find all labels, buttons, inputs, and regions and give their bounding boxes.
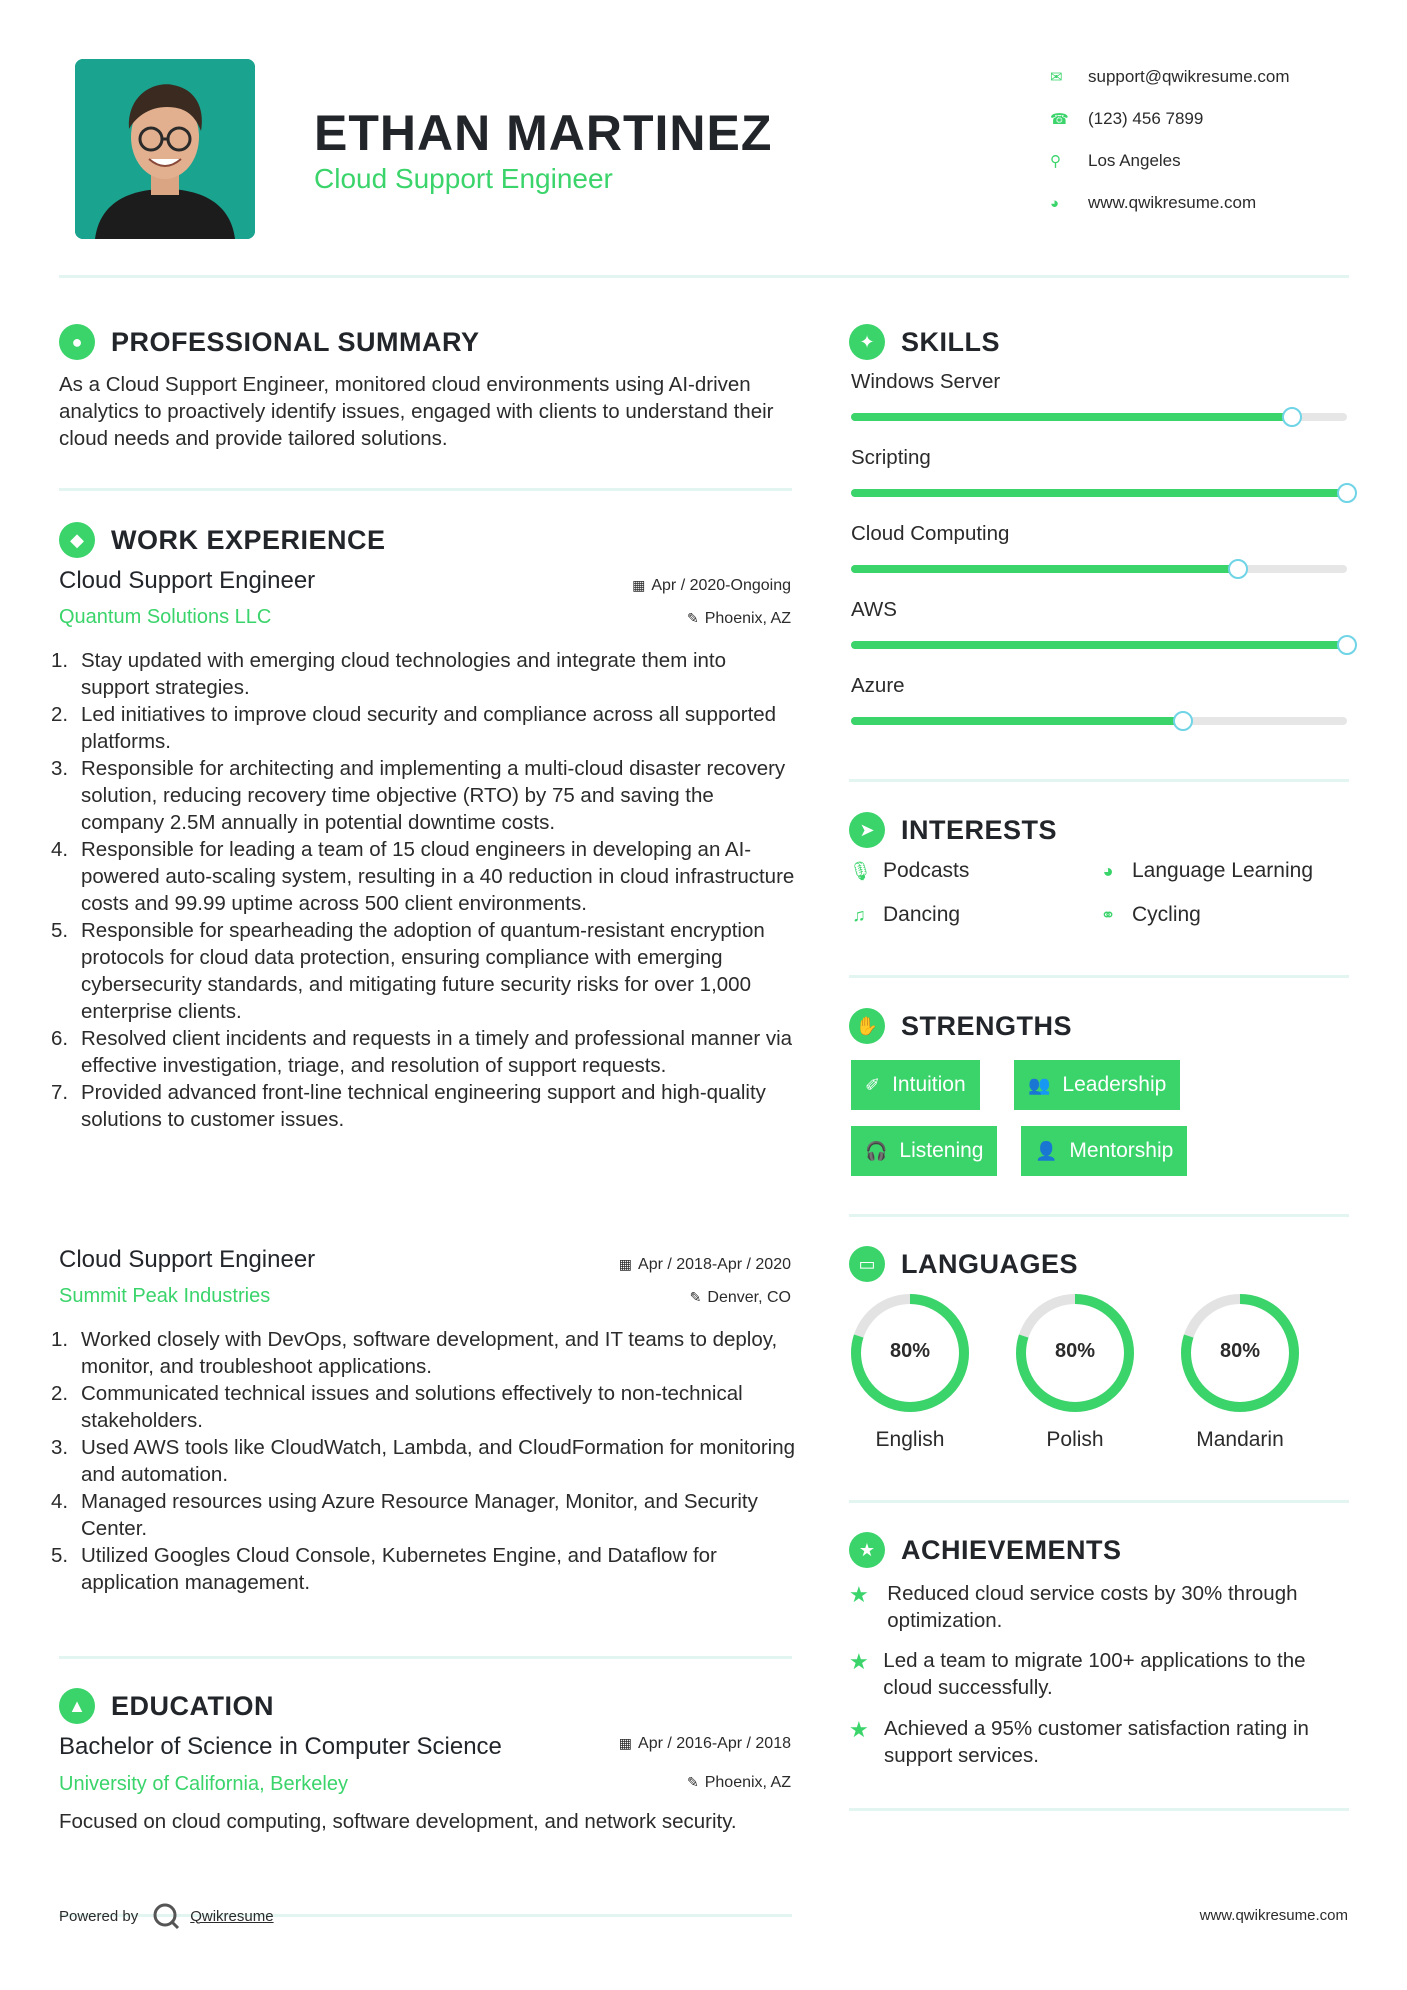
summary-heading: ● PROFESSIONAL SUMMARY (59, 324, 480, 360)
languages-list (849, 1292, 1349, 1462)
list-item: 4. Managed resources using Azure Resource Manager, Monitor, and Security Center. (51, 1490, 758, 1540)
job-location: ✎ Denver, CO (689, 1289, 791, 1306)
job-bullets (51, 1326, 799, 1596)
education-text: Focused on cloud computing, software development, and network security. (59, 1810, 737, 1833)
list-item: 5. Utilized Googles Cloud Console, Kubernetes Engine, and Dataflow for application management. (51, 1544, 717, 1594)
user-plus-icon: 👤 (1035, 1140, 1058, 1161)
divider (849, 1808, 1349, 1811)
star-icon: ★ (849, 1649, 869, 1674)
contact-location: ⚲ Los Angeles (1050, 151, 1181, 170)
footer-url[interactable]: www.qwikresume.com (1199, 1907, 1348, 1924)
strengths-heading: ✋ STRENGTHS (849, 1008, 1072, 1044)
pin-icon: ✎ (686, 610, 699, 626)
magic-wand-icon: ✐ (865, 1074, 881, 1095)
language-percent: 80% (1054, 1340, 1096, 1362)
language-icon: ▭ (849, 1246, 885, 1282)
skill-bar-fill (851, 413, 1292, 421)
degree-title: Bachelor of Science in Computer Science (59, 1733, 502, 1760)
job-company: Summit Peak Industries (59, 1285, 271, 1307)
interest-item: 🎙 Podcasts (849, 859, 970, 882)
list-item: 5. Responsible for spearheading the adoption of quantum-resistant encryption protocols for cloud data protection, ensuring compliance with emerging cybersecurity standards, and mitigating future security risks for over 1,000 enterprise clients. (51, 919, 765, 1023)
experience-heading: ◆ WORK EXPERIENCE (59, 522, 386, 558)
school-name: University of California, Berkeley (59, 1773, 348, 1795)
skill-name: Cloud Computing (851, 522, 1010, 545)
skill-name: AWS (851, 598, 897, 621)
job-bullets (51, 647, 799, 1133)
achievement-item: ★ Led a team to migrate 100+ applications to the cloud successfully. (849, 1649, 1306, 1699)
divider (59, 1656, 792, 1659)
header-divider (59, 275, 1349, 278)
list-item: 6. Resolved client incidents and requests in a timely and professional manner via effective investigation, triage, and resolution of support requests. (51, 1027, 793, 1077)
skill-level-knob (1282, 407, 1302, 427)
globe-icon: ◕ (1050, 194, 1060, 212)
achievement-item: ★ Reduced cloud service costs by 30% through optimization. (849, 1582, 1298, 1632)
job-title: Cloud Support Engineer (59, 1246, 316, 1273)
strength-tag: 🎧 Listening (851, 1126, 997, 1176)
skill-level-knob (1173, 711, 1193, 731)
language-name: Polish (1046, 1428, 1104, 1451)
briefcase-icon: ◆ (59, 522, 95, 558)
divider (849, 1214, 1349, 1217)
music-icon: ♫ (852, 904, 866, 925)
interest-item: ⚭ Cycling (1098, 903, 1201, 927)
list-item: 1. Stay updated with emerging cloud technologies and integrate them into support strategies. (51, 649, 727, 699)
divider (849, 1500, 1349, 1503)
interests-heading: ➤ INTERESTS (849, 812, 1057, 848)
skill-name: Azure (851, 674, 905, 697)
skill-bar (851, 565, 1347, 573)
interest-item: ◕ Language Learning (1098, 859, 1313, 883)
users-icon: 👥 (1028, 1074, 1051, 1095)
strength-tag: 👥 Leadership (1014, 1060, 1180, 1110)
education-location: ✎ Phoenix, AZ (686, 1774, 791, 1791)
pin-icon: ✎ (689, 1289, 702, 1305)
achievements-heading: ★ ACHIEVEMENTS (849, 1532, 1122, 1568)
trophy-icon: ★ (849, 1532, 885, 1568)
candidate-title: Cloud Support Engineer (314, 163, 613, 194)
list-item: 3. Used AWS tools like CloudWatch, Lambda, and CloudFormation for monitoring and automation. (51, 1436, 796, 1486)
job-date: ▦ Apr / 2020-Ongoing (632, 577, 791, 594)
paper-plane-icon: ➤ (849, 812, 885, 848)
headphones-icon: 🎧 (865, 1140, 888, 1161)
education-heading: ▲ EDUCATION (59, 1688, 274, 1724)
skill-level-knob (1228, 559, 1248, 579)
contact-phone[interactable]: ☎ (123) 456 7899 (1050, 109, 1204, 128)
language-name: Mandarin (1196, 1428, 1284, 1451)
microphone-icon: 🎙 (849, 860, 872, 881)
lightbulb-icon: ✦ (849, 324, 885, 360)
contact-website[interactable]: ◕ www.qwikresume.com (1050, 193, 1257, 212)
qwikresume-link[interactable]: Qwikresume (190, 1907, 274, 1925)
contact-list (1050, 56, 1370, 224)
skill-bar (851, 413, 1347, 421)
hand-icon: ✋ (849, 1008, 885, 1044)
list-item: 2. Led initiatives to improve cloud security and compliance across all supported platforms. (51, 703, 777, 753)
job-location: ✎ Phoenix, AZ (686, 610, 791, 627)
qwikresume-logo-icon (152, 1902, 180, 1930)
envelope-icon: ✉ (1050, 69, 1063, 86)
strength-tag: 👤 Mentorship (1021, 1126, 1187, 1176)
interest-item: ♫ Dancing (849, 903, 960, 927)
candidate-name: ETHAN MARTINEZ (314, 105, 773, 161)
calendar-icon: ▦ (632, 577, 646, 593)
contact-email[interactable]: ✉ support@qwikresume.com (1050, 67, 1290, 86)
map-pin-icon: ⚲ (1050, 153, 1061, 170)
pin-icon: ✎ (686, 1774, 699, 1790)
skill-bar-fill (851, 565, 1238, 573)
list-item: 1. Worked closely with DevOps, software development, and IT teams to deploy, monitor, and troubleshoot applications. (51, 1328, 778, 1378)
bicycle-icon: ⚭ (1100, 904, 1116, 925)
skill-bar (851, 717, 1347, 725)
graduation-cap-icon: ▲ (59, 1688, 95, 1724)
education-date: ▦ Apr / 2016-Apr / 2018 (618, 1735, 791, 1752)
skill-name: Windows Server (851, 370, 1001, 393)
list-item: 2. Communicated technical issues and solutions effectively to non-technical stakeholders. (51, 1382, 743, 1432)
skill-level-knob (1337, 635, 1357, 655)
star-icon: ★ (849, 1582, 869, 1607)
skill-bar-fill (851, 717, 1183, 725)
job-title: Cloud Support Engineer (59, 567, 316, 594)
language-percent: 80% (889, 1340, 931, 1362)
skill-bar (851, 641, 1347, 649)
list-item: 7. Provided advanced front-line technical engineering support and high-quality solutions to customer issues. (51, 1081, 766, 1131)
achievement-item: ★ Achieved a 95% customer satisfaction rating in support services. (849, 1717, 1309, 1767)
skill-bar-fill (851, 641, 1347, 649)
divider (849, 975, 1349, 978)
skill-bar (851, 489, 1347, 497)
list-item: 4. Responsible for leading a team of 15 cloud engineers in developing an AI-powered auto-scaling system, resulting in a 40 reduction in cloud infrastructure costs and 99.99 uptime across 500 client environments. (51, 838, 795, 915)
calendar-icon: ▦ (618, 1735, 633, 1751)
user-icon: ● (59, 324, 95, 360)
skill-bar-fill (851, 489, 1347, 497)
list-item: 3. Responsible for architecting and implementing a multi-cloud disaster recovery solution, reducing recovery time objective (RTO) by 75 and saving the company 2.5M annually in potential downtime costs. (51, 757, 786, 834)
calendar-icon: ▦ (618, 1256, 633, 1272)
globe-icon: ◕ (1102, 860, 1114, 881)
phone-icon: ☎ (1050, 111, 1069, 128)
summary-text: As a Cloud Support Engineer, monitored cloud environments using AI-driven analytics to proactively identify issues, engaged with clients to understand their cloud needs and provide tailored solutions. (59, 373, 774, 450)
powered-by: Powered by Qwikresume (59, 1902, 274, 1930)
star-icon: ★ (849, 1717, 869, 1742)
language-name: English (875, 1428, 945, 1451)
job-date: ▦ Apr / 2018-Apr / 2020 (618, 1256, 791, 1273)
profile-photo (75, 59, 255, 239)
divider (849, 779, 1349, 782)
job-company: Quantum Solutions LLC (59, 606, 272, 628)
skill-level-knob (1337, 483, 1357, 503)
skill-name: Scripting (851, 446, 931, 469)
language-percent: 80% (1219, 1340, 1261, 1362)
divider (59, 488, 792, 491)
skills-heading: ✦ SKILLS (849, 324, 1000, 360)
languages-heading: ▭ LANGUAGES (849, 1246, 1078, 1282)
strength-tag: ✐ Intuition (851, 1060, 980, 1110)
skills-list (851, 370, 1347, 740)
